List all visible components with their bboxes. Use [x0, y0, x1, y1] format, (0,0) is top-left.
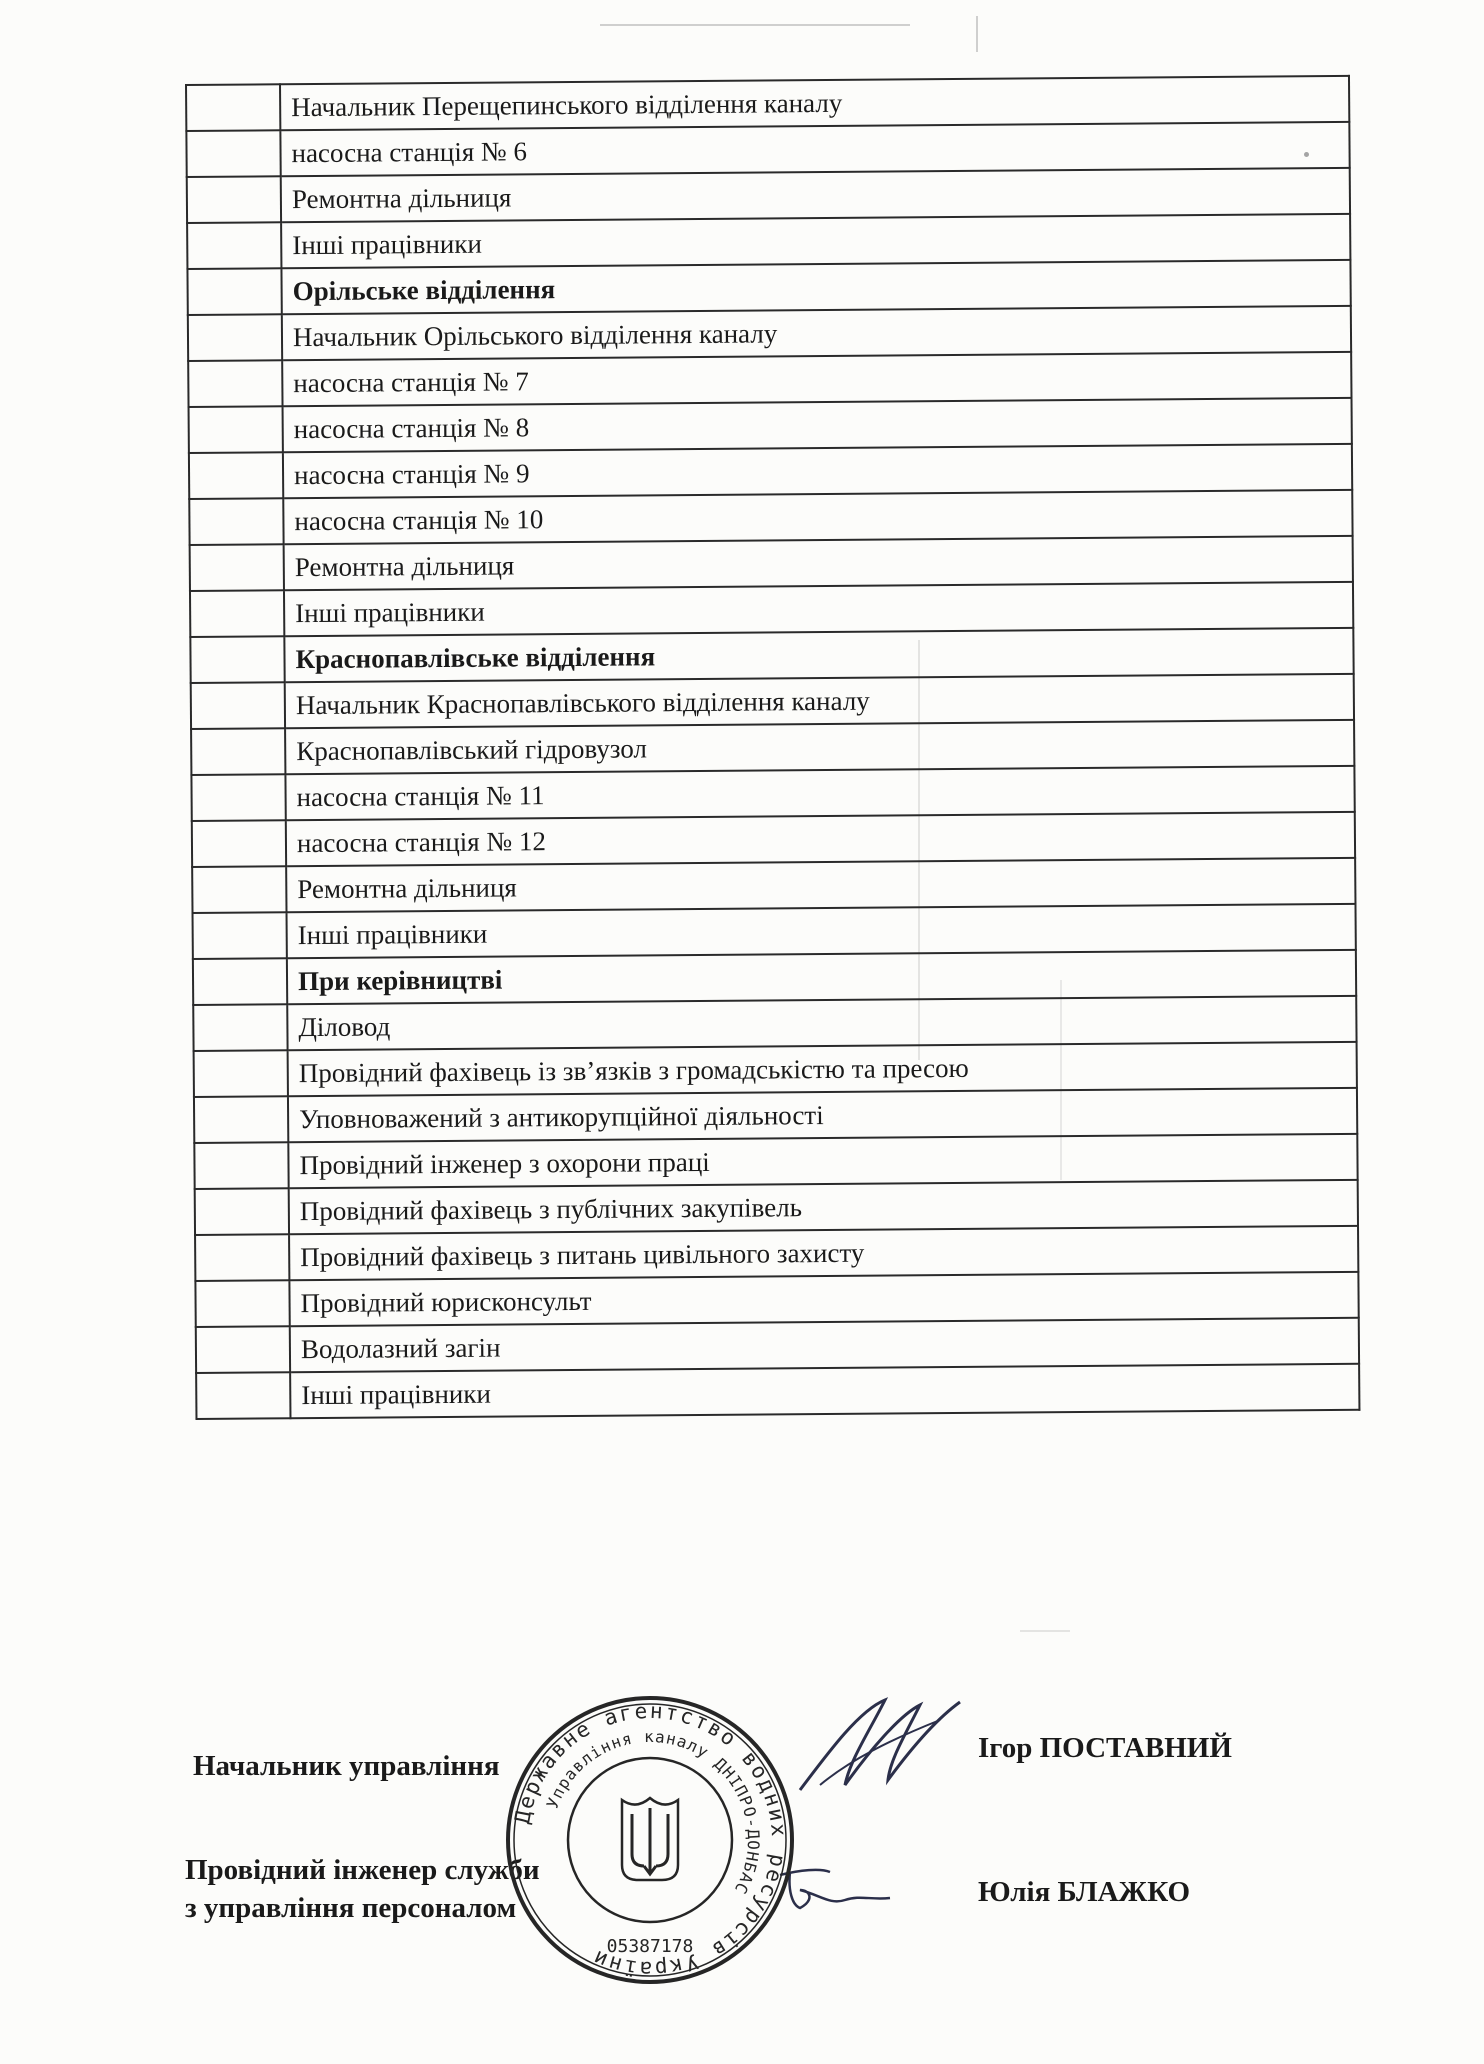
row-name-cell: Провідний інженер з охорони праці [288, 1134, 1357, 1188]
row-name-cell: насосна станція № 6 [280, 122, 1349, 176]
row-number-cell [195, 1280, 289, 1327]
hr-title [185, 1851, 540, 1927]
row-number-cell [196, 1372, 290, 1419]
row-number-cell [187, 176, 281, 223]
row-name-cell: Начальник Перещепинського відділення каналу [280, 76, 1349, 130]
row-name-cell: Провідний фахівець із зв’язків з громадськістю та пресою [288, 1042, 1357, 1096]
head-title: Начальник управління [193, 1750, 500, 1782]
row-name-cell: Ремонтна дільниця [281, 168, 1350, 222]
hr-title-line2: з управління персоналом [185, 1892, 517, 1924]
hr-name: Юлія БЛАЖКО [978, 1876, 1191, 1908]
row-name-cell: насосна станція № 8 [283, 398, 1352, 452]
row-number-cell [188, 360, 282, 407]
row-number-cell [195, 1188, 289, 1235]
row-number-cell [187, 268, 281, 315]
row-number-cell [194, 1050, 288, 1097]
row-number-cell [192, 820, 286, 867]
row-name-cell: Водолазний загін [290, 1318, 1359, 1372]
row-name-cell: Начальник Орільського відділення каналу [282, 306, 1351, 360]
row-number-cell [192, 866, 286, 913]
row-number-cell [191, 728, 285, 775]
row-name-cell: Провідний юрисконсульт [289, 1272, 1358, 1326]
row-name-cell: Уповноважений з антикорупційної діяльності [288, 1088, 1357, 1142]
row-number-cell [190, 544, 284, 591]
row-number-cell [190, 636, 284, 683]
row-name-cell: Орільське відділення [281, 260, 1350, 314]
row-name-cell: Інші працівники [281, 214, 1350, 268]
row-number-cell [186, 84, 280, 131]
row-name-cell: Провідний фахівець з публічних закупівель [289, 1180, 1358, 1234]
row-number-cell [189, 498, 283, 545]
row-number-cell [186, 130, 280, 177]
row-name-cell: насосна станція № 9 [283, 444, 1352, 498]
scan-artifact [976, 16, 978, 52]
row-name-cell: Ремонтна дільниця [284, 536, 1353, 590]
row-number-cell [194, 1142, 288, 1189]
table-row [196, 1364, 1359, 1419]
row-number-cell [191, 682, 285, 729]
row-name-cell: При керівництві [287, 950, 1356, 1004]
official-stamp [500, 1690, 800, 1990]
row-number-cell [189, 452, 283, 499]
row-number-cell [190, 590, 284, 637]
scan-artifact [1020, 1630, 1070, 1632]
scan-artifact [600, 24, 910, 26]
row-number-cell [194, 1096, 288, 1143]
row-number-cell [195, 1234, 289, 1281]
staff-table [185, 75, 1360, 1420]
row-name-cell: Провідний фахівець з питань цивільного захисту [289, 1226, 1358, 1280]
row-name-cell: Краснопавлівський гідровузол [285, 720, 1354, 774]
row-name-cell: Інші працівники [290, 1364, 1359, 1418]
hr-title-line1: Провідний інженер служби [185, 1854, 540, 1886]
head-name: Ігор ПОСТАВНИЙ [978, 1732, 1232, 1764]
row-number-cell [187, 222, 281, 269]
row-name-cell: насосна станція № 12 [286, 812, 1355, 866]
row-name-cell: насосна станція № 7 [282, 352, 1351, 406]
row-name-cell: Начальник Краснопавлівського відділення каналу [285, 674, 1354, 728]
row-number-cell [193, 958, 287, 1005]
row-name-cell: Діловод [287, 996, 1356, 1050]
row-number-cell [189, 406, 283, 453]
row-name-cell: Ремонтна дільниця [286, 858, 1355, 912]
row-name-cell: насосна станція № 10 [283, 490, 1352, 544]
row-name-cell: Інші працівники [287, 904, 1356, 958]
row-name-cell: насосна станція № 11 [285, 766, 1354, 820]
row-name-cell: Інші працівники [284, 582, 1353, 636]
row-number-cell [191, 774, 285, 821]
stamp-inner-text: Управління каналу ДНІПРО-ДОНБАС [542, 1726, 764, 1898]
row-number-cell [193, 1004, 287, 1051]
row-number-cell [193, 912, 287, 959]
row-number-cell [188, 314, 282, 361]
trident-icon [622, 1798, 678, 1880]
head-signature [790, 1690, 970, 1800]
stamp-code: 05387178 [606, 1936, 694, 1957]
stamp-outer-text: Державне агентство водних ресурсів України [510, 1698, 792, 1982]
row-name-cell: Краснопавлівське відділення [284, 628, 1353, 682]
row-number-cell [196, 1326, 290, 1373]
